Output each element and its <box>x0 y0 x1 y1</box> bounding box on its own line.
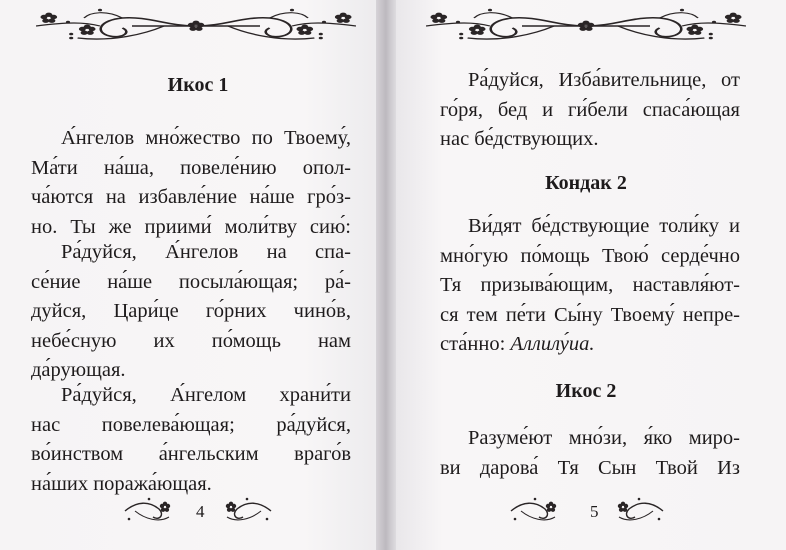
text-line: Ра́дуйся, А́нгелом храни́ти <box>61 384 351 406</box>
right-paragraph-1 <box>440 66 740 155</box>
top-ornament-icon <box>36 8 356 42</box>
heading-kondak-2: Кондак 2 <box>545 172 627 194</box>
text-line: Ра́дуйся, А́нгелов на спа- <box>61 241 351 263</box>
bottom-left-ornament-icon <box>216 495 276 525</box>
text-line: Тя призыва́ющим, наставля́ют- <box>440 274 740 296</box>
bottom-right-ornament-icon <box>506 495 566 525</box>
text-fragment: ста́нно: <box>440 333 506 355</box>
text-line: Ви́дят бе́дствующие толи́ку и <box>468 215 740 237</box>
bottom-right-ornament-icon <box>608 495 668 525</box>
text-line: ча́ются на избавле́ние на́ше гро́з- <box>31 186 351 208</box>
left-page <box>0 0 380 550</box>
text-line <box>440 330 740 360</box>
text-line: нас повелева́ющая; ра́дуйся, <box>31 413 351 436</box>
text-line: да́рующая. <box>31 359 126 381</box>
text-line: ви дарова́ Тя Сын Твой Из <box>440 456 740 479</box>
left-paragraph-1 <box>31 124 351 242</box>
left-paragraph-3 <box>31 381 351 499</box>
text-line: А́нгелов мно́жество по Твоему́, <box>61 127 351 149</box>
text-line: се́ние на́ше посыла́ющая; ра́- <box>31 270 351 293</box>
text-line: во́инством а́нгельским враго́в <box>31 443 351 465</box>
text-line: на́ших поража́ющая. <box>31 472 212 495</box>
text-line: Ма́ти на́ша, повеле́нию опол- <box>31 156 351 179</box>
book-gutter <box>376 0 398 550</box>
page-number-left: 4 <box>196 502 205 521</box>
bottom-left-ornament-icon <box>120 495 180 525</box>
text-line: но. Ты же приими́ моли́тву сию́: <box>31 215 351 238</box>
right-page <box>396 0 786 550</box>
text-line: небе́сную их по́мощь нам <box>31 329 351 352</box>
right-paragraph-2 <box>440 212 740 360</box>
text-line: нас бе́дствующих. <box>440 128 599 150</box>
alleluia-text: Аллилу́иа. <box>510 333 595 355</box>
text-line: го́ря, бед и ги́бели спаса́ющая <box>440 98 740 121</box>
text-line: Разуме́ют мно́зи, я́ко миро- <box>468 427 740 449</box>
top-ornament-icon <box>426 8 746 42</box>
heading-ikos-2: Икос 2 <box>555 380 617 402</box>
text-line: ся тем пе́ти Сы́ну Твоему́ непре- <box>440 303 740 326</box>
left-paragraph-2 <box>31 238 351 386</box>
right-paragraph-3 <box>440 424 740 483</box>
page-number-right: 5 <box>590 502 599 521</box>
text-line: мно́гую по́мощь Твою́ серде́чно <box>440 244 740 267</box>
heading-ikos-1: Икос 1 <box>167 74 229 96</box>
text-line: дуйся, Цари́це го́рних чино́в, <box>31 300 351 322</box>
text-line: Ра́дуйся, Изба́вительнице, от <box>468 69 740 91</box>
